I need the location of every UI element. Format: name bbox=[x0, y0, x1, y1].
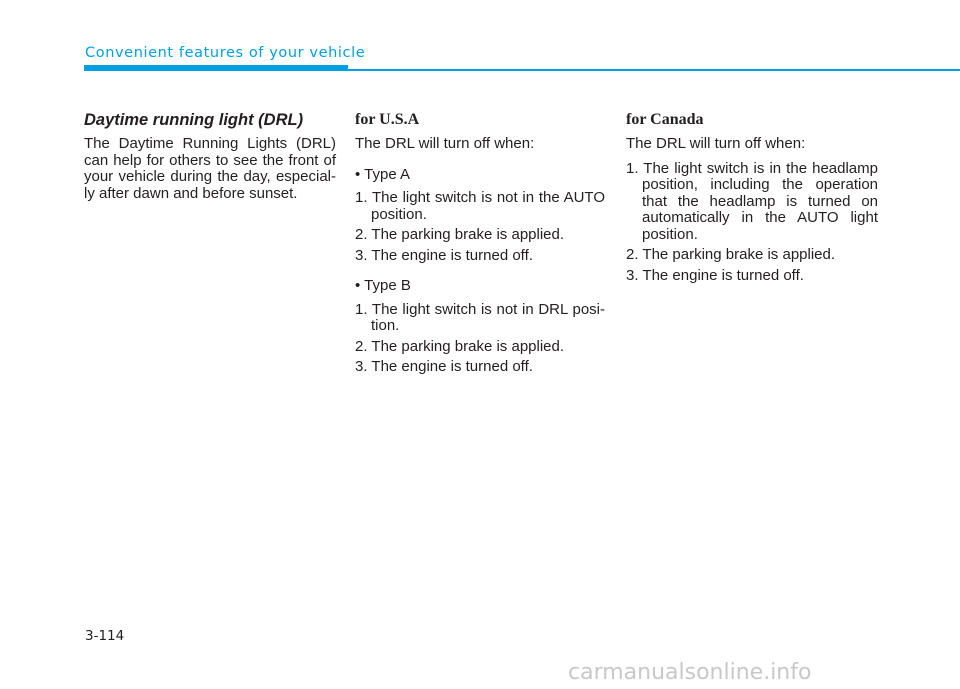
type-b-item-3: 3. The engine is turned off. bbox=[355, 358, 533, 375]
page-number: 3-114 bbox=[85, 628, 125, 644]
drl-description: The Daytime Running Lights (DRL) can help for others to see the front of your vehicle during the day, especial-ly after dawn and before sunset. bbox=[84, 135, 336, 202]
type-b-item-1: 1. The light switch is not in DRL posi-tion. bbox=[355, 300, 605, 334]
type-a-label: • Type A bbox=[355, 165, 411, 183]
type-a-item-3: 3. The engine is turned off. bbox=[355, 246, 533, 264]
type-a-item-2: 2. The parking brake is applied. bbox=[355, 226, 565, 243]
header-rule-thin bbox=[348, 69, 960, 71]
canada-intro: The DRL will turn off when: bbox=[626, 135, 806, 152]
drl-heading: Daytime running light (DRL) bbox=[84, 111, 304, 129]
type-b-label: • Type B bbox=[355, 277, 411, 294]
usa-subheading: for U.S.A bbox=[355, 111, 420, 128]
type-b-item-2: 2. The parking brake is applied. bbox=[355, 337, 565, 355]
usa-intro: The DRL will turn off when: bbox=[355, 135, 535, 152]
header-rule-thick bbox=[84, 65, 348, 71]
column-drl-intro bbox=[84, 110, 336, 210]
canada-subheading: for Canada bbox=[626, 111, 704, 128]
canada-item-3: 3. The engine is turned off. bbox=[626, 266, 804, 284]
canada-item-1: 1. The light switch is in the headlamp position, including the operation that the headlamp is turned on automatically in the AUTO light position. bbox=[626, 159, 878, 243]
section-header-title: Convenient features of your vehicle bbox=[85, 45, 366, 61]
column-usa bbox=[355, 110, 605, 380]
site-watermark: carmanualsonline.info bbox=[568, 660, 812, 685]
column-canada bbox=[626, 110, 878, 288]
type-a-item-1: 1. The light switch is not in the AUTO position. bbox=[355, 189, 605, 223]
canada-item-2: 2. The parking brake is applied. bbox=[626, 246, 836, 263]
